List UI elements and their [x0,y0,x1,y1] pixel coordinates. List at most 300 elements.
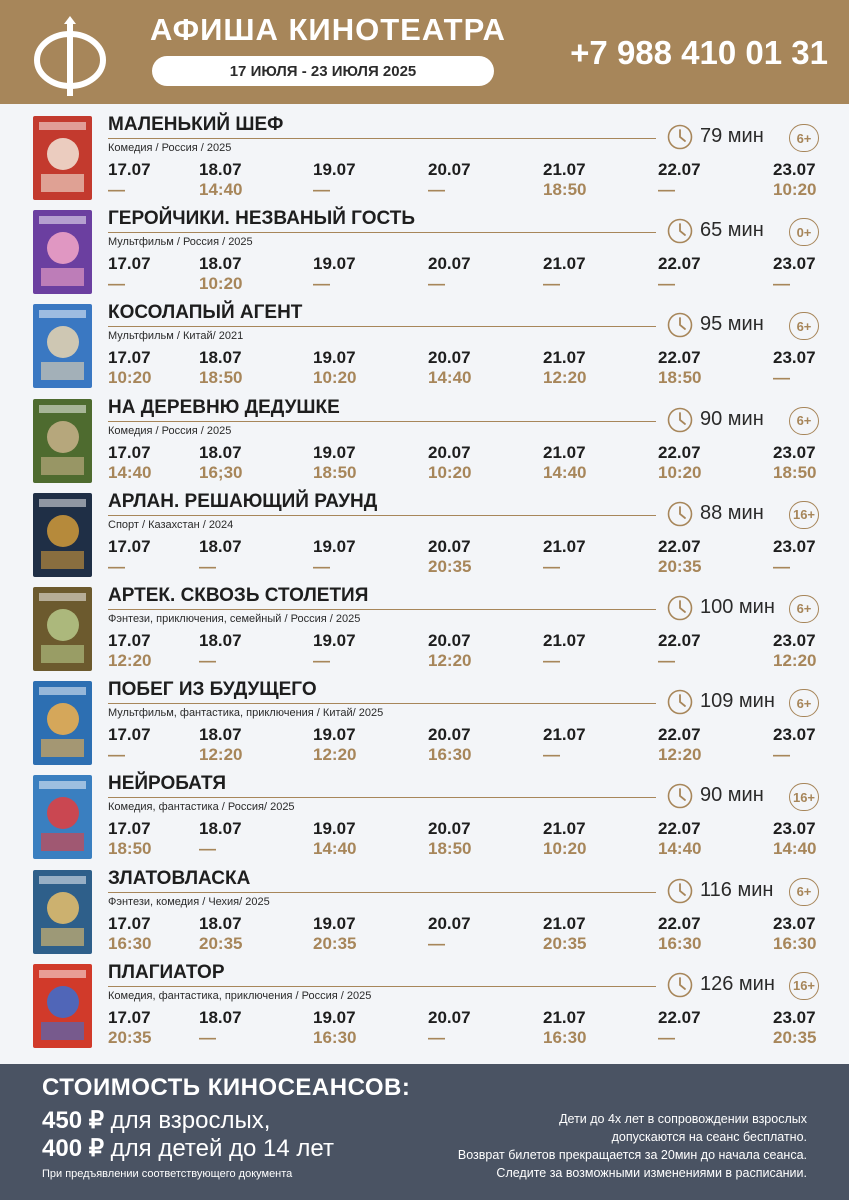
showtime-date: 22.07 [658,442,701,462]
showtime-day [313,537,383,577]
showtimes [0,725,849,769]
movie-title[interactable]: КОСОЛАПЫЙ АГЕНТ [108,302,303,324]
showtime-day [773,537,843,577]
movie-genre: Спорт / Казахстан / 2024 [108,518,234,531]
showtime-day [543,1008,613,1048]
movie-genre: Фэнтези, приключения, семейный / Россия / 2025 [108,612,361,625]
showtime-time[interactable]: 14:40 [543,462,587,482]
showtime-date: 17.07 [108,819,151,839]
movie-genre: Комедия / Россия / 2025 [108,142,232,154]
movie-title[interactable]: НЕЙРОБАТЯ [108,773,226,795]
showtime-date: 23.07 [773,1007,816,1027]
age-rating-badge: 16+ [789,972,819,1000]
movie-row [0,769,849,863]
showtime-date: 20.07 [428,536,471,556]
showtime-date: 18.07 [199,536,242,556]
showtime-day [313,348,383,388]
showtime-time[interactable]: — [543,556,560,576]
movie-row [0,393,849,487]
showtime-day [773,443,843,483]
showtime-day [543,537,613,577]
showtime-day [543,348,613,388]
showtime-time[interactable]: 18:50 [108,839,152,859]
showtime-time[interactable]: — [658,650,675,670]
showtime-date: 22.07 [658,725,701,745]
document-note: При предъявлении соответствующего документа [42,1168,293,1180]
showtime-date: 21.07 [543,725,586,745]
showtime-day [658,443,728,483]
showtime-date: 23.07 [773,442,816,462]
movie-title[interactable]: ПЛАГИАТОР [108,961,225,983]
showtime-date: 17.07 [108,630,151,650]
rules-line: допускаются на сеанс бесплатно. [611,1130,807,1144]
showtime-date: 23.07 [773,819,816,839]
movie-row [0,110,849,204]
divider [108,703,656,704]
showtime-day [313,914,383,954]
showtime-time[interactable]: — [108,274,125,294]
showtime-date: 18.07 [199,1007,242,1027]
child-price-value: 400 ₽ [42,1135,104,1162]
showtime-day [773,819,843,859]
showtime-time[interactable]: — [108,180,125,199]
showtime-time[interactable]: 20:35 [108,1027,152,1047]
showtime-time[interactable]: — [428,1027,445,1047]
showtime-date: 18.07 [199,160,242,179]
clock-icon [667,783,693,809]
pricing-title: СТОИМОСТЬ КИНОСЕАНСОВ: [42,1074,411,1101]
divider [108,421,656,422]
movie-schedule-list [0,110,849,1052]
showtime-date: 20.07 [428,348,471,368]
adult-price-value: 450 ₽ [42,1107,104,1134]
divider [108,515,656,516]
movie-genre: Мультфильм / Китай/ 2021 [108,330,244,343]
divider [108,609,656,610]
showtime-time[interactable]: 18:50 [313,462,357,482]
child-price [42,1134,334,1163]
movie-duration: 126 мин [700,972,775,995]
showtime-time[interactable]: — [108,556,125,576]
showtime-time[interactable]: 12:20 [658,745,702,765]
showtime-date: 18.07 [199,442,242,462]
movie-duration: 116 мин [700,878,774,901]
movie-row [0,204,849,298]
divider [108,986,656,987]
showtime-date: 19.07 [313,1007,356,1027]
showtime-time[interactable]: — [773,556,790,576]
showtime-day [773,1008,843,1048]
showtimes [0,443,849,487]
showtime-date: 19.07 [313,254,356,274]
divider [108,138,656,139]
showtime-date: 21.07 [543,536,586,556]
showtime-date: 19.07 [313,442,356,462]
showtime-time[interactable]: 14:40 [773,839,817,859]
movie-row [0,864,849,958]
showtime-day [199,914,269,954]
showtime-time[interactable]: — [108,745,125,765]
showtime-time[interactable]: 10:20 [199,274,243,294]
showtime-time[interactable]: 10:20 [543,839,587,859]
showtime-time[interactable]: — [773,368,790,388]
showtime-time[interactable]: 10:20 [313,368,357,388]
showtime-date: 19.07 [313,725,356,745]
showtime-date: 19.07 [313,536,356,556]
showtime-day [199,537,269,577]
clock-icon [667,218,693,244]
pricing-footer [0,1064,849,1200]
movie-row [0,958,849,1052]
showtime-day [199,1008,269,1048]
date-range-badge: 17 ИЮЛЯ - 23 ИЮЛЯ 2025 [152,56,494,86]
showtime-day [199,819,269,859]
showtime-day [428,1008,498,1048]
showtime-day [773,725,843,765]
showtime-day [313,631,383,671]
showtime-time[interactable]: 14:40 [108,462,152,482]
showtime-time[interactable]: — [199,1027,216,1047]
showtime-time[interactable]: 14:40 [199,180,243,199]
showtime-date: 22.07 [658,536,701,556]
movie-duration: 95 мин [700,313,764,336]
movie-title[interactable]: ЗЛАТОВЛАСКА [108,867,251,889]
age-rating-badge: 0+ [789,218,819,246]
showtime-day [108,914,178,954]
showtime-day [108,725,178,765]
age-rating-badge: 6+ [789,124,819,152]
movie-duration: 90 мин [700,407,764,430]
showtime-time[interactable]: — [199,556,216,576]
showtime-time[interactable]: 16:30 [108,933,152,953]
clock-icon [667,407,693,433]
showtime-day [199,443,269,483]
showtime-time[interactable]: — [543,745,560,765]
showtime-time[interactable]: 20:35 [773,1027,817,1047]
movie-duration: 100 мин [700,595,775,618]
showtime-date: 18.07 [199,913,242,933]
showtime-date: 18.07 [199,254,242,274]
movie-duration: 88 мин [700,501,764,524]
showtime-day [658,254,728,294]
showtimes [0,819,849,863]
showtime-date: 20.07 [428,725,471,745]
showtime-day [428,160,498,200]
showtime-time[interactable]: 12:20 [108,650,152,670]
showtime-date: 22.07 [658,160,701,179]
showtime-time[interactable]: 16:30 [543,1027,587,1047]
showtimes [0,537,849,581]
showtime-day [199,631,269,671]
divider [108,326,656,327]
movie-title[interactable]: АРЛАН. РЕШАЮЩИЙ РАУНД [108,490,378,512]
showtimes [0,254,849,298]
showtime-time[interactable]: — [313,556,330,576]
showtime-time[interactable]: — [313,650,330,670]
showtime-time[interactable]: 16:30 [658,933,702,953]
showtime-date: 21.07 [543,819,586,839]
showtime-day [658,1008,728,1048]
showtime-day [108,348,178,388]
showtime-time[interactable]: 12:20 [543,368,587,388]
showtime-day [543,914,613,954]
age-rating-badge: 16+ [789,501,819,529]
age-rating-badge: 6+ [789,312,819,340]
showtime-day [108,254,178,294]
clock-icon [667,312,693,338]
showtime-day [543,631,613,671]
showtime-day [428,348,498,388]
showtime-day [658,914,728,954]
showtime-day [313,1008,383,1048]
movie-genre: Фэнтези, комедия / Чехия/ 2025 [108,895,270,908]
age-rating-badge: 6+ [789,595,819,623]
showtime-date: 18.07 [199,348,242,368]
movie-duration: 65 мин [700,219,764,242]
showtime-time[interactable]: 12:20 [313,745,357,765]
showtime-day [658,819,728,859]
showtime-time[interactable]: 16:30 [428,745,472,765]
movie-title[interactable]: МАЛЕНЬКИЙ ШЕФ [108,114,284,135]
showtime-time[interactable]: — [658,274,675,294]
movie-row [0,581,849,675]
showtime-date: 18.07 [199,819,242,839]
showtime-date: 21.07 [543,913,586,933]
showtime-time[interactable]: 16;30 [199,462,243,482]
showtime-date: 21.07 [543,348,586,368]
showtime-day [658,348,728,388]
movie-genre: Мультфильм / Россия / 2025 [108,236,253,249]
showtime-date: 23.07 [773,913,816,933]
movie-duration: 90 мин [700,784,764,807]
showtime-time[interactable]: 18:50 [543,180,587,199]
movie-row [0,298,849,392]
showtime-day [428,537,498,577]
showtime-time[interactable]: — [428,933,445,953]
showtimes [0,160,849,204]
showtimes [0,914,849,958]
showtime-time[interactable]: 12:20 [428,650,472,670]
showtime-date: 19.07 [313,348,356,368]
showtime-date: 20.07 [428,913,471,933]
showtime-date: 21.07 [543,1007,586,1027]
showtime-date: 19.07 [313,160,356,179]
showtimes [0,1008,849,1052]
showtime-day [773,254,843,294]
clock-icon [667,501,693,527]
showtime-date: 23.07 [773,160,816,179]
showtime-time[interactable]: — [658,1027,675,1047]
showtime-day [428,631,498,671]
showtime-day [108,537,178,577]
showtime-date: 22.07 [658,348,701,368]
showtime-time[interactable]: 18:50 [199,368,243,388]
showtime-date: 23.07 [773,348,816,368]
clock-icon [667,124,693,150]
showtime-date: 21.07 [543,254,586,274]
showtime-date: 21.07 [543,160,586,179]
showtime-time[interactable]: 10:20 [658,462,702,482]
showtime-date: 19.07 [313,630,356,650]
showtime-date: 17.07 [108,1007,151,1027]
showtime-date: 18.07 [199,725,242,745]
showtime-time[interactable]: 18:50 [773,462,817,482]
movie-title[interactable]: ГЕРОЙЧИКИ. НЕЗВАНЫЙ ГОСТЬ [108,208,415,230]
movie-duration: 109 мин [700,690,775,713]
showtime-time[interactable]: 12:20 [773,650,817,670]
movie-duration: 79 мин [700,125,764,147]
showtime-time[interactable]: 20:35 [313,933,357,953]
showtime-date: 22.07 [658,254,701,274]
movie-genre: Комедия / Россия / 2025 [108,424,232,437]
movie-title[interactable]: АРТЕК. СКВОЗЬ СТОЛЕТИЯ [108,584,369,606]
showtime-time[interactable]: 20:35 [199,933,243,953]
showtime-date: 17.07 [108,913,151,933]
showtime-date: 22.07 [658,819,701,839]
showtime-date: 18.07 [199,630,242,650]
clock-icon [667,595,693,621]
showtime-time[interactable]: 20:35 [658,556,702,576]
showtime-day [313,819,383,859]
showtime-time[interactable]: 20:35 [428,556,472,576]
showtime-date: 17.07 [108,442,151,462]
movie-title[interactable]: ПОБЕГ ИЗ БУДУЩЕГО [108,679,317,701]
age-rating-badge: 16+ [789,783,819,811]
showtime-day [199,725,269,765]
showtime-day [108,1008,178,1048]
showtime-date: 21.07 [543,630,586,650]
showtime-time[interactable]: 14:40 [313,839,357,859]
clock-icon [667,689,693,715]
showtime-time[interactable]: — [773,745,790,765]
showtime-time[interactable]: 18:50 [658,368,702,388]
cinema-logo-icon [32,14,108,98]
showtime-day [543,725,613,765]
showtime-time[interactable]: — [428,180,445,199]
showtime-day [199,254,269,294]
showtime-day [773,348,843,388]
showtime-date: 17.07 [108,536,151,556]
showtime-day [108,443,178,483]
movie-genre: Комедия, фантастика / Россия/ 2025 [108,801,295,814]
showtime-time[interactable]: — [199,650,216,670]
showtime-date: 20.07 [428,630,471,650]
rules-line: Следите за возможными изменениями в расписании. [496,1166,807,1180]
showtime-day [658,160,728,200]
showtime-date: 20.07 [428,819,471,839]
showtime-date: 22.07 [658,1007,701,1027]
movie-row [0,487,849,581]
phone-number[interactable]: +7 988 410 01 31 [570,34,828,71]
showtime-date: 17.07 [108,160,151,179]
page-title: АФИША КИНОТЕАТРА [150,12,506,47]
rules-line: Возврат билетов прекращается за 20мин до начала сеанса. [457,1148,807,1162]
movie-title[interactable]: НА ДЕРЕВНЮ ДЕДУШКЕ [108,396,340,418]
showtime-time[interactable]: 10:20 [108,368,152,388]
showtime-time[interactable]: 14:40 [428,368,472,388]
showtime-date: 23.07 [773,536,816,556]
showtime-date: 19.07 [313,819,356,839]
showtime-day [658,537,728,577]
showtime-day [428,725,498,765]
divider [108,232,656,233]
clock-icon [667,972,693,998]
showtime-time[interactable]: — [428,274,445,294]
showtime-time[interactable]: 16:30 [313,1027,357,1047]
clock-icon [667,878,693,904]
showtime-date: 17.07 [108,254,151,274]
showtime-day [428,914,498,954]
showtime-date: 17.07 [108,348,151,368]
age-rating-badge: 6+ [789,689,819,717]
showtime-time[interactable]: 10:20 [428,462,472,482]
showtime-date: 22.07 [658,630,701,650]
showtime-date: 23.07 [773,630,816,650]
showtime-date: 23.07 [773,254,816,274]
showtime-day [199,348,269,388]
showtime-day [108,819,178,859]
showtime-time[interactable]: 18:50 [428,839,472,859]
showtime-time[interactable]: — [199,839,216,859]
showtime-day [543,443,613,483]
showtime-date: 20.07 [428,442,471,462]
showtime-day [108,631,178,671]
showtime-day [658,725,728,765]
showtime-day [773,631,843,671]
showtime-date: 21.07 [543,442,586,462]
showtime-day [313,160,383,200]
showtime-date: 23.07 [773,725,816,745]
age-rating-badge: 6+ [789,878,819,906]
showtime-day [543,819,613,859]
showtime-day [428,254,498,294]
showtime-day [428,443,498,483]
showtime-time[interactable]: — [773,274,790,294]
showtime-day [658,631,728,671]
showtime-time[interactable]: — [543,650,560,670]
showtime-date: 20.07 [428,254,471,274]
movie-genre: Мультфильм, фантастика, приключения / Китай/ 2025 [108,707,384,720]
showtime-day [773,914,843,954]
age-rating-badge: 6+ [789,407,819,435]
showtime-time[interactable]: 16:30 [773,933,817,953]
showtime-day [313,443,383,483]
showtime-day [543,160,613,200]
child-price-label: для детей до 14 лет [103,1135,334,1162]
showtime-time[interactable]: — [313,274,330,294]
showtime-day [428,819,498,859]
showtime-date: 19.07 [313,913,356,933]
showtimes [0,348,849,392]
showtime-time[interactable]: — [658,180,675,199]
showtime-time[interactable]: — [543,274,560,294]
showtimes [0,631,849,675]
showtime-date: 22.07 [658,913,701,933]
showtime-day [108,160,178,200]
adult-price [42,1106,270,1135]
showtime-day [313,254,383,294]
showtime-time[interactable]: 14:40 [658,839,702,859]
showtime-time[interactable]: 12:20 [199,745,243,765]
showtime-day [543,254,613,294]
showtime-time[interactable]: — [313,180,330,199]
showtime-day [313,725,383,765]
adult-price-label: для взрослых, [103,1107,271,1134]
divider [108,892,656,893]
showtime-time[interactable]: 20:35 [543,933,587,953]
showtime-time[interactable]: 10:20 [773,180,817,199]
movie-row [0,675,849,769]
